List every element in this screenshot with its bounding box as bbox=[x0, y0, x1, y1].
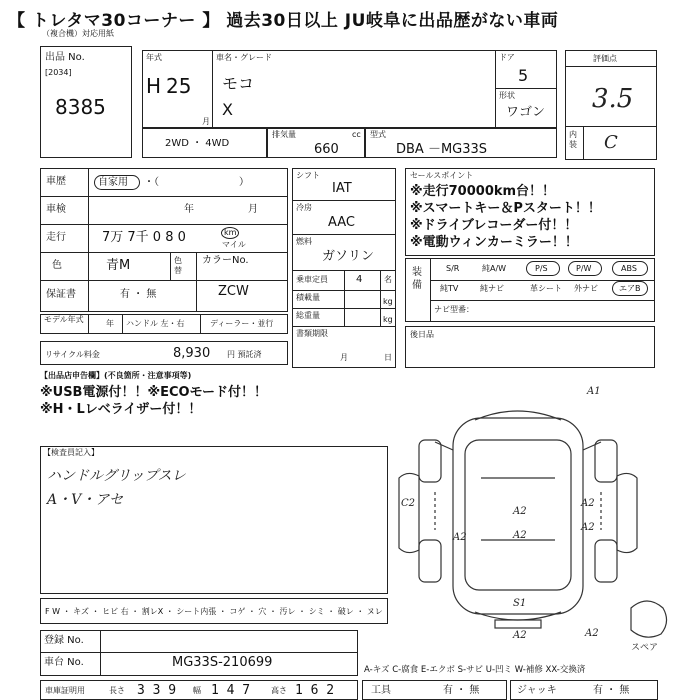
sales-point-4: ※電動ウィンカーミラー！！ bbox=[410, 235, 578, 250]
capacity-value: 4 bbox=[356, 274, 363, 285]
mark-a2-bottom-right: A2 bbox=[585, 628, 599, 639]
jack-box bbox=[510, 680, 658, 700]
sales-point-1: ※走行70000km台！！ bbox=[410, 184, 556, 199]
model-year-label: モデル年式 bbox=[44, 315, 84, 324]
mark-c2: C2 bbox=[401, 498, 416, 509]
recycle-box bbox=[40, 341, 288, 365]
seller-notes-label: 【出品店申告欄】(不良箇所・注意事項等) bbox=[40, 371, 192, 380]
cert-length: 3 3 9 bbox=[137, 683, 177, 698]
inspection-year: 年 bbox=[184, 204, 194, 215]
mileage-value: 7万 7千 0 8 0 bbox=[102, 230, 186, 245]
color-code: ZCW bbox=[218, 284, 249, 299]
damage-type-text: F W ・ キズ ・ ヒビ 右 ・ 割レX ・ シート内張 ・ コゲ ・ 穴 ・ 汚レ ・ シミ ・ 破レ ・ ヌレ bbox=[45, 607, 383, 616]
total-weight-unit: kg bbox=[383, 315, 393, 324]
jack-value: 有 ・ 無 bbox=[593, 685, 630, 696]
equipment-label: 装備 bbox=[412, 267, 422, 291]
recycle-unit: 円 預託済 bbox=[227, 350, 262, 359]
color-change-label: 色替 bbox=[174, 256, 182, 276]
equip-ps: P/S bbox=[535, 264, 548, 273]
fuel-value: ガソリン bbox=[322, 249, 375, 264]
score-label: 評価点 bbox=[593, 54, 617, 63]
recycle-label: リサイクル料金 bbox=[45, 350, 100, 359]
equip-leather: 革シート bbox=[530, 284, 562, 293]
color-code-label: カラーNo. bbox=[202, 255, 249, 266]
lot-label: 出品 No. bbox=[45, 52, 85, 63]
seller-note-1: ※USB電源付！！※ECOモード付！！ bbox=[40, 385, 268, 400]
equip-navi: 純ナビ bbox=[480, 284, 504, 293]
inspector-note-2: A・V・アセ bbox=[47, 492, 124, 508]
cert-height-label: 高さ bbox=[271, 686, 287, 695]
history-label: 車歴 bbox=[46, 176, 66, 187]
history-value: 自家用 bbox=[98, 177, 128, 188]
ac-value: AAC bbox=[328, 215, 355, 230]
mark-s1: S1 bbox=[513, 598, 527, 609]
seller-note-2: ※H・Lレベライザー付！！ bbox=[40, 402, 202, 417]
damage-legend: A-キズ C-腐食 E-エクボ S-サビ U-凹ミ W-補修 XX-交換済 bbox=[364, 665, 586, 675]
color-value: 青M bbox=[106, 258, 131, 273]
displacement-box bbox=[267, 128, 365, 158]
chassis-value: MG33S-210699 bbox=[172, 655, 273, 670]
equip-sr: S/R bbox=[446, 264, 460, 273]
jack-label: ジャッキ bbox=[517, 685, 557, 696]
paper-note: （複合機）対応用紙 bbox=[42, 29, 114, 38]
drive-label: 2WD ・ 4WD bbox=[165, 138, 230, 149]
load-unit: kg bbox=[383, 297, 393, 306]
shift-label: シフト bbox=[296, 171, 320, 180]
load-label: 積載量 bbox=[296, 293, 320, 302]
warranty-label: 保証書 bbox=[46, 289, 76, 300]
year-label: 年式 bbox=[146, 53, 162, 62]
chassis-label: 車台 No. bbox=[44, 657, 84, 668]
fuel-label: 燃料 bbox=[296, 237, 312, 246]
mileage-unit-mile: マイル bbox=[222, 240, 246, 249]
cert-length-label: 長さ bbox=[109, 686, 125, 695]
model-label: 車名・グレード bbox=[216, 53, 272, 62]
tools-value: 有 ・ 無 bbox=[443, 685, 480, 696]
spare-label: スペア bbox=[631, 643, 659, 653]
tools-box bbox=[362, 680, 507, 700]
model-grade: X bbox=[222, 100, 233, 119]
month-label: 月 bbox=[202, 117, 210, 126]
equip-airbag: エアB bbox=[619, 284, 641, 293]
year-era: H bbox=[146, 74, 162, 98]
capacity-label: 乗車定員 bbox=[296, 275, 328, 284]
inspection-month: 月 bbox=[248, 204, 258, 215]
mark-a2-center: A2 bbox=[513, 506, 527, 517]
mark-a1: A1 bbox=[587, 386, 601, 397]
shape-value: ワゴン bbox=[506, 105, 546, 120]
later-items-label: 後日品 bbox=[410, 330, 434, 339]
cert-box bbox=[40, 680, 358, 700]
equip-pw: P/W bbox=[576, 264, 592, 273]
drive-box bbox=[142, 128, 267, 158]
shape-label: 形状 bbox=[499, 91, 515, 100]
doc-period-label: 書類期限 bbox=[296, 329, 328, 338]
mark-a2-lower: A2 bbox=[513, 530, 527, 541]
inspection-label: 車検 bbox=[46, 204, 66, 215]
lot-number: 8385 bbox=[55, 95, 106, 119]
sales-points-label: セールスポイント bbox=[410, 171, 474, 180]
warranty-value: 有 ・ 無 bbox=[120, 289, 157, 300]
dealer-label: ディーラー・並行 bbox=[210, 319, 274, 328]
total-weight-label: 総重量 bbox=[296, 311, 320, 320]
shift-value: IAT bbox=[332, 181, 352, 196]
model-name: モコ bbox=[222, 74, 255, 93]
damage-type-row bbox=[40, 598, 388, 624]
cert-width-label: 幅 bbox=[193, 686, 201, 695]
equip-tv: 純TV bbox=[440, 284, 459, 293]
cert-label: 車庫証明用 bbox=[45, 686, 85, 695]
type-box bbox=[365, 128, 557, 158]
inspector-label: 【検査員記入】 bbox=[43, 448, 99, 457]
registration-label: 登録 No. bbox=[44, 635, 84, 646]
lot-box bbox=[40, 46, 132, 158]
doors-value: 5 bbox=[518, 66, 529, 85]
tools-label: 工具 bbox=[371, 685, 391, 696]
history-rest: ・（ ） bbox=[144, 177, 249, 188]
ac-label: 冷房 bbox=[296, 203, 312, 212]
year-value: 25 bbox=[166, 74, 192, 98]
type-value: DBA －MG33S bbox=[396, 142, 488, 157]
banner-title: 【 トレタマ30コーナー 】 過去30日以上 JU岐阜に出品歴がない車両 bbox=[0, 0, 700, 32]
spec-box bbox=[292, 168, 396, 368]
mark-a2-bottom: A2 bbox=[513, 630, 527, 641]
cert-height: 1 6 2 bbox=[295, 683, 335, 698]
mark-a2-left: A2 bbox=[453, 532, 467, 543]
capacity-unit: 名 bbox=[384, 275, 392, 284]
sales-point-3: ※ドライブレコーダー付！！ bbox=[410, 218, 578, 233]
equip-alloy: 純A/W bbox=[482, 264, 507, 273]
interior-value: C bbox=[604, 132, 618, 153]
doc-period-day: 日 bbox=[384, 353, 392, 362]
lot-sub: [2034] bbox=[45, 68, 72, 77]
equip-abs: ABS bbox=[621, 264, 637, 273]
type-label: 型式 bbox=[370, 130, 386, 139]
cert-width: 1 4 7 bbox=[211, 683, 251, 698]
handle-label: ハンドル 左・右 bbox=[126, 319, 185, 328]
displacement-value: 660 bbox=[314, 142, 339, 157]
navi-model-label: ナビ型番： bbox=[434, 305, 474, 314]
sales-point-2: ※スマートキー＆Pスタート！！ bbox=[410, 201, 601, 216]
equip-ext-navi: 外ナビ bbox=[574, 284, 598, 293]
displacement-label: 排気量 bbox=[272, 130, 296, 139]
score-value: 3.5 bbox=[592, 84, 634, 114]
mark-a2-right2: A2 bbox=[581, 522, 595, 533]
color-label: 色 bbox=[52, 260, 62, 271]
small-year: 年 bbox=[106, 319, 114, 328]
inspector-box bbox=[40, 446, 388, 594]
mileage-label: 走行 bbox=[46, 232, 66, 243]
recycle-value: 8,930 bbox=[173, 346, 211, 361]
mileage-unit-km: km bbox=[224, 228, 237, 237]
car-damage-diagram bbox=[395, 380, 695, 660]
displacement-unit: cc bbox=[352, 130, 361, 139]
interior-label: 内装 bbox=[569, 130, 577, 149]
later-items-box bbox=[405, 326, 655, 368]
mark-a2-right1: A2 bbox=[581, 498, 595, 509]
inspector-note-1: ハンドルグリップスレ bbox=[47, 468, 186, 484]
doors-label: ドア bbox=[499, 53, 515, 62]
sales-points-box bbox=[405, 168, 655, 256]
doc-period-month: 月 bbox=[340, 353, 348, 362]
